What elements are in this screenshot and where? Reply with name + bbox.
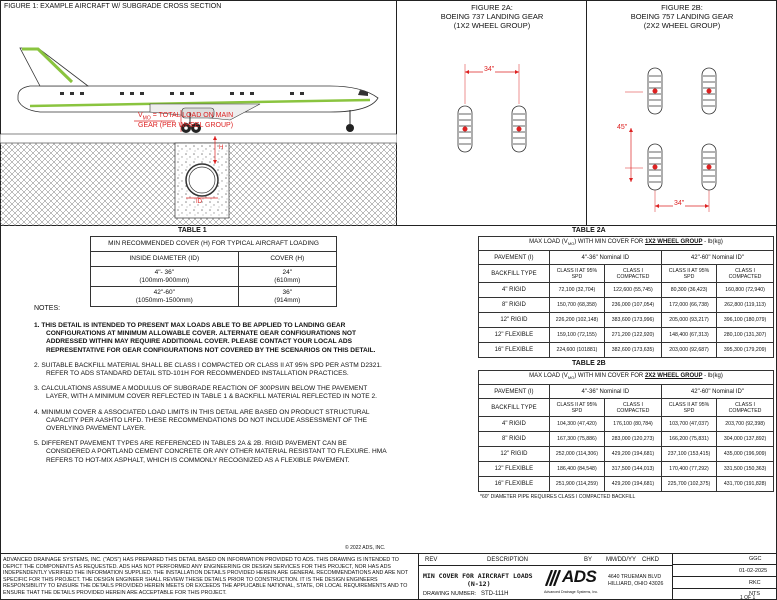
tire-icon <box>512 106 526 152</box>
table-2b-header: MAX LOAD $(V_{MO})$ WITH MIN COVER FOR 2X2 WHEEL GROUP - lb(kg) <box>479 371 774 385</box>
note-5: 5. DIFFERENT PAVEMENT TYPES ARE REFERENCED IN TABLES 2A & 2B. RIGID PAVEMENT CAN BE CONSIDERED A PORTLAND CEMENT CONCRETE OR ANY OTHER MATERIAL RESISTANT TO FLEXURE. HMA REFERS TO HOT-MIX ASPHALT, WHICH IS COMMONLY RECOGNIZED AS A FLEXIBLE PAVEMENT. <box>34 440 387 464</box>
table-row: 12" FLEXIBLE 159,100 (72,155) 271,200 (122,920) 148,400 (67,313) 280,100 (131,307) <box>479 328 774 343</box>
figure-2a-title: FIGURE 2A: BOEING 737 LANDING GEAR (1X2 WHEEL GROUP) <box>440 3 544 30</box>
table-row: 16" FLEXIBLE 224,600 (101881) 382,600 (173,635) 203,000 (92,687) 395,300 (179,209) <box>479 343 774 358</box>
table-row: 8" RIGID 150,700 (68,358) 236,000 (107,054) 172,000 (66,738) 262,800 (119,113) <box>479 298 774 313</box>
revision-header: REV DESCRIPTION BY MM/DD/YY CHKD <box>418 554 672 566</box>
drawing-subtitle: (N-12) <box>467 580 491 588</box>
table-row: 42"-60" (1050mm-1500mm) 36" (914mm) <box>91 287 337 307</box>
table-row: 12" RIGID 252,000 (114,306) 429,200 (194,681) 237,100 (153,415) 435,000 (196,909) <box>479 447 774 462</box>
dimension-34-label: 34" <box>484 66 495 73</box>
copyright: © 2022 ADS, INC. <box>345 545 386 551</box>
table-row: 12" RIGID 226,200 (102,148) 383,600 (173,996) 205,000 (93,217) 396,100 (180,079) <box>479 313 774 328</box>
table-2a: MAX LOAD $(V_{MO})$ WITH MIN COVER FOR 1X2 WHEEL GROUP - lb(kg) PAVEMENT (I) 4"-36" Nominal ID 42"-60" Nominal ID" BACKFILL TYPE CLASS II AT 95% SPD CLASS I COMPACTED CLASS II AT 95% SPD CLASS I COMPACTED 4" RIGID 72,100 (32,704) 122,600 (55,745) 80,300 (36,423) 160,800 (72,940) 8" RIGID 150,700 (68,358) 236,000 (107,054) 172,000 (66,738) 262,800 (119,113) 12" RIGID 226,200 (102,148) 383,600 (173,996) 205,000 (93,217) 396,100 (180,079) 12" FLEXIBLE 159,100 (72,155) 271,200 (122,920) 148,400 (67,313) 280,100 (131,307) 16" FLEXIBLE 224,600 (101881) 382,600 (173,635) 203,000 (92,687) 395,300 (179,209) <box>478 236 774 358</box>
figure-2a-panel <box>397 0 587 226</box>
table-1-col-id: INSIDE DIAMETER (ID) <box>91 252 239 267</box>
drawing-number: STD-111H <box>481 591 509 597</box>
table-2a-header: MAX LOAD $(V_{MO})$ WITH MIN COVER FOR 1X2 WHEEL GROUP - lb(kg) <box>479 237 774 251</box>
disclaimer: ADVANCED DRAINAGE SYSTEMS, INC. ("ADS") HAS PREPARED THIS DETAIL BASED ON INFORMATION PROVIDED TO ADS. THIS DRAWING IS INTENDED TO DEPICT THE COMPONENTS AS REQUESTED. ADS HAS NOT PERFORMED ANY ENGINEERING OR DESIGN SERVICES FOR THIS PROJECT, NOR HAS ADS INDEPENDENTLY VERIFIED THE INFORMATION SUPPLIED. THE INSTALLATION DETAILS PROVIDED HEREIN ARE GENERAL RECOMMENDATIONS AND ARE NOT SPECIFIC FOR THIS PROJECT. THE DESIGN ENGINEER SHALL REVIEW THESE DETAILS PRIOR TO CONSTRUCTION. IT IS THE DESIGN ENGINEERS RESPONSIBILITY TO ENSURE THE DETAILS PROVIDED HEREIN MEETS OR EXCEEDS THE APPLICABLE NATIONAL, STATE, OR LOCAL REQUIREMENTS AND TO ENSURE THAT THE DETAILS PROVIDED HEREIN ARE ACCEPTABLE FOR THIS PROJECT. <box>3 557 408 596</box>
table-row: 16" FLEXIBLE 251,900 (114,259) 429,200 (194,681) 225,700 (102,375) 431,700 (191,828) <box>479 477 774 492</box>
dimension-45-label: 45" <box>617 124 628 131</box>
tire-icon <box>648 144 662 190</box>
ads-logo: ADS Advanced Drainage Systems, Inc. <box>544 567 599 594</box>
note-2: 2. SUITABLE BACKFILL MATERIAL SHALL BE CLASS I COMPACTED OR CLASS II AT 95% SPD PER ASTM D2321. REFER TO ADS STANDARD DETAIL STD-101H FOR RECOMMENDED INSTALLATION PRACTICES. <box>34 361 382 378</box>
vmo-label: $V_{MO}$ = TOTAL LOAD ON MAIN GEAR (PER WHEEL GROUP) <box>138 112 234 130</box>
tire-icon <box>458 106 472 152</box>
notes-title: NOTES: <box>34 305 61 312</box>
figure-2b-title: FIGURE 2B: BOEING 757 LANDING GEAR (2X2 WHEEL GROUP) <box>630 3 734 30</box>
table-row: 12" FLEXIBLE 186,400 (84,548) 317,500 (144,013) 170,400 (77,292) 331,500 (150,363) <box>479 462 774 477</box>
table-1 <box>90 236 337 307</box>
sheet-number: 1 OF 1 <box>740 595 756 600</box>
note-3: 3. CALCULATIONS ASSUME A MODULUS OF SUBGRADE REACTION OF 300PSI/IN BELOW THE PAVEMENT LAYER, WITH A MINIMUM COVER REFLECTED IN TABLE 1 & BACKFILL MATERIAL REFLECTED IN NOTE 2. <box>34 385 377 401</box>
figure-1-panel <box>0 0 397 226</box>
dimension-34-label: 34" <box>674 200 685 207</box>
drawing-title-box <box>418 566 542 600</box>
title-block <box>0 553 777 600</box>
table-row: 4"- 36" (100mm-900mm) 24" (610mm) <box>91 267 337 287</box>
table-row: 4" RIGID 104,300 (47,420) 176,100 (80,784) 103,700 (47,037) 203,700 (92,398) <box>479 417 774 432</box>
table-1-header: MIN RECOMMENDED COVER (H) FOR TYPICAL AIRCRAFT LOADING <box>91 237 337 252</box>
table-row: 4" RIGID 72,100 (32,704) 122,600 (55,745) 80,300 (36,423) 160,800 (72,940) <box>479 283 774 298</box>
cover-h-label: H <box>219 145 224 151</box>
table-row: 8" RIGID 167,300 (75,886) 283,000 (120,273) 166,200 (75,831) 304,000 (137,892) <box>479 432 774 447</box>
inside-diameter-label: ID <box>196 199 202 205</box>
note-4: 4. MINIMUM COVER & ASSOCIATED LOAD LIMITS IN THIS DETAIL ARE BASED ON PRODUCT STRUCTURAL CAPACITY PER AASHTO LRFD. THESE RECOMMENDATIONS DO NOT INCLUDE ASSESSMENT OF THE OVERLYING PAVEMENT LAYER. <box>34 408 370 433</box>
tire-icon <box>702 68 716 114</box>
figure-1-title: FIGURE 1: EXAMPLE AIRCRAFT W/ SUBGRADE CROSS SECTION <box>4 3 222 10</box>
table-2b-title: TABLE 2B <box>572 360 606 367</box>
notes-list <box>34 322 389 472</box>
table-2b: MAX LOAD $(V_{MO})$ WITH MIN COVER FOR 2X2 WHEEL GROUP - lb(kg) PAVEMENT (I) 4"-36" Nominal ID 42"-60" Nominal ID" BACKFILL TYPE CLASS II AT 95% SPD CLASS I COMPACTED CLASS II AT 95% SPD CLASS I COMPACTED 4" RIGID 104,300 (47,420) 176,100 (80,784) 103,700 (47,037) 203,700 (92,398) 8" RIGID 167,300 (75,886) 283,000 (120,273) 166,200 (75,831) 304,000 (137,892) 12" RIGID 252,000 (114,306) 429,200 (194,681) 237,100 (153,415) 435,000 (196,909) 12" FLEXIBLE 186,400 (84,548) 317,500 (144,013) 170,400 (77,292) 331,500 (150,363) 16" FLEXIBLE 251,900 (114,259) 429,200 (194,681) 225,700 (102,375) 431,700 (191,828) <box>478 370 774 492</box>
table-2a-title: TABLE 2A <box>572 227 606 234</box>
tire-icon <box>648 68 662 114</box>
ads-logo-icon <box>544 570 562 586</box>
note-1: 1. THIS DETAIL IS INTENDED TO PRESENT MAX LOADS ABLE TO BE APPLIED TO LANDING GEAR CONFIGURATIONS AT MINIMUM ALLOWABLE COVER. ALTERNATE GEAR CONFIGURATIONS NOT ADDRESSED WITHIN MAY REQUIRE ADDITIONAL COVER. PLEASE CONTACT YOUR LOCAL ADS REPRESENTATIVE FOR GEAR CONFIGURATIONS NOT COVERED BY THE SCENARIOS ON THIS DETAIL. <box>34 322 376 354</box>
drawing-meta: GGC 01-02-2025 RKC NTS <box>672 553 777 600</box>
drawing-number-label: DRAWING NUMBER: <box>423 591 477 597</box>
figure-2b-panel <box>587 0 777 226</box>
company-address: 4640 TRUEMAN BLVD HILLIARD, OHIO 43026 <box>608 574 664 587</box>
2x2-wheel-group-diagram <box>587 0 777 226</box>
tire-icon <box>702 144 716 190</box>
drawing-title: MIN COVER FOR AIRCRAFT LOADS <box>423 572 533 580</box>
table-2b-footnote: *60" DIAMETER PIPE REQUIRES CLASS I COMPACTED BACKFILL <box>480 494 636 500</box>
1x2-wheel-group-diagram <box>397 0 587 226</box>
table-1-title: TABLE 1 <box>178 227 207 234</box>
table-1-col-cover: COVER (H) <box>238 252 336 267</box>
